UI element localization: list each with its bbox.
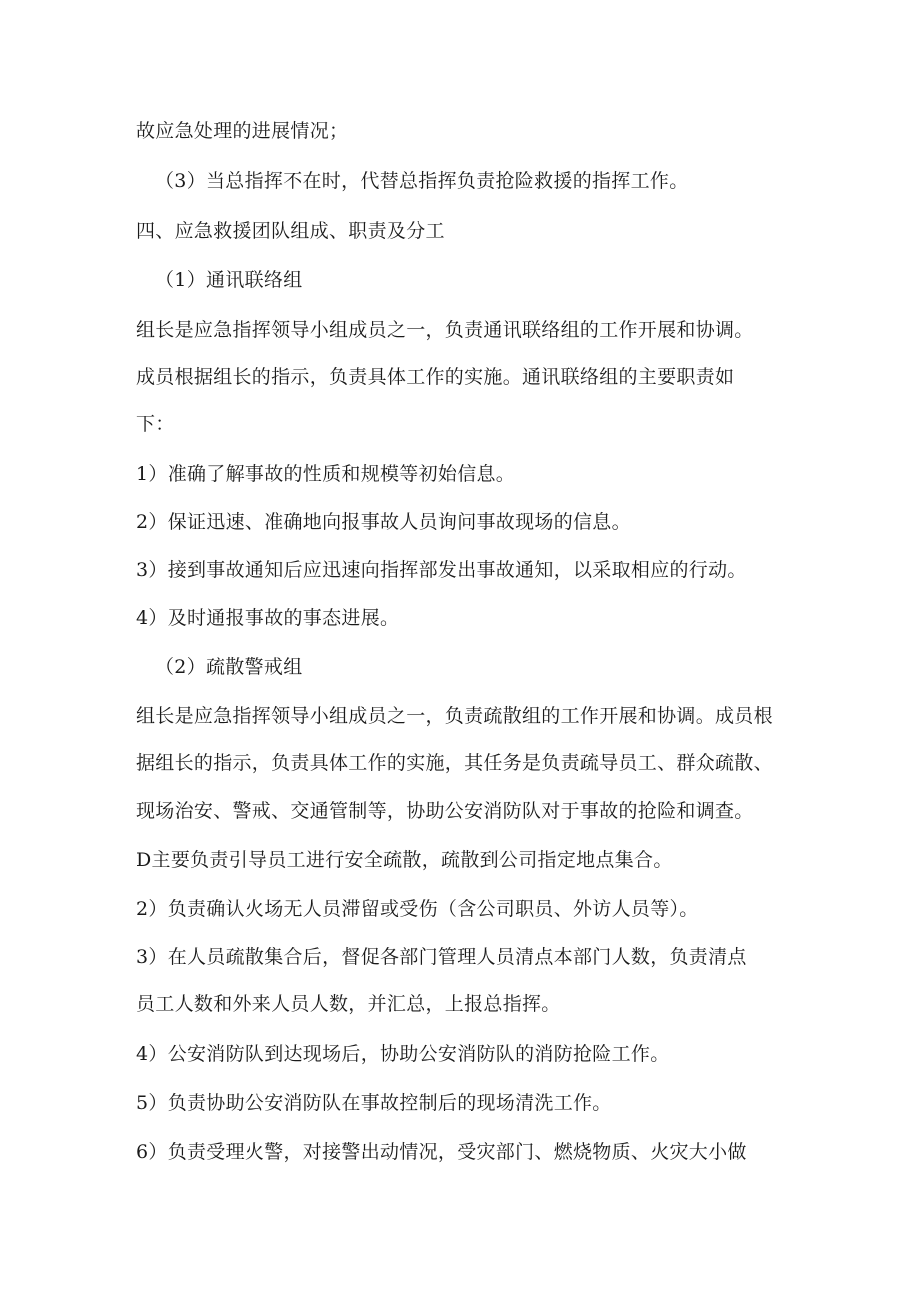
subsection-heading: （1）通讯联络组 xyxy=(155,269,303,291)
text-line: 组长是应急指挥领导小组成员之一，负责通讯联络组的工作开展和协调。 xyxy=(136,319,754,341)
list-item: 2）负责确认火场无人员滞留或受伤（含公司职员、外访人员等）。 xyxy=(136,898,699,920)
list-item: 1）准确了解事故的性质和规模等初始信息。 xyxy=(136,463,516,485)
text-line: 组长是应急指挥领导小组成员之一，负责疏散组的工作开展和协调。成员根 xyxy=(136,705,773,727)
list-item: 2）保证迅速、准确地向报事故人员询问事故现场的信息。 xyxy=(136,511,631,533)
section-heading: 四、应急救援团队组成、职责及分工 xyxy=(136,220,445,242)
text-line: 据组长的指示，负责具体工作的实施，其任务是负责疏导员工、群众疏散、 xyxy=(136,752,773,774)
list-item: D主要负责引导员工进行安全疏散，疏散到公司指定地点集合。 xyxy=(136,849,673,871)
text-line: （3）当总指挥不在时，代替总指挥负责抢险救援的指挥工作。 xyxy=(155,170,689,192)
list-item: 3）在人员疏散集合后，督促各部门管理人员清点本部门人数，负责清点 xyxy=(136,946,747,968)
list-item: 4）公安消防队到达现场后，协助公安消防队的消防抢险工作。 xyxy=(136,1043,670,1065)
list-item: 4）及时通报事故的事态进展。 xyxy=(136,607,400,629)
subsection-heading: （2）疏散警戒组 xyxy=(155,656,303,678)
text-line: 下： xyxy=(136,413,175,435)
text-line: 员工人数和外来人员人数，并汇总，上报总指挥。 xyxy=(136,993,561,1015)
text-line: 现场治安、警戒、交通管制等，协助公安消防队对于事故的抢险和调查。 xyxy=(136,800,754,822)
text-line: 故应急处理的进展情况； xyxy=(136,120,349,142)
list-item: 3）接到事故通知后应迅速向指挥部发出事故通知，以采取相应的行动。 xyxy=(136,559,747,581)
list-item: 6）负责受理火警，对接警出动情况，受灾部门、燃烧物质、火灾大小做 xyxy=(136,1141,747,1163)
text-line: 成员根据组长的指示，负责具体工作的实施。通讯联络组的主要职责如 xyxy=(136,366,735,388)
list-item: 5）负责协助公安消防队在事故控制后的现场清洗工作。 xyxy=(136,1092,612,1114)
